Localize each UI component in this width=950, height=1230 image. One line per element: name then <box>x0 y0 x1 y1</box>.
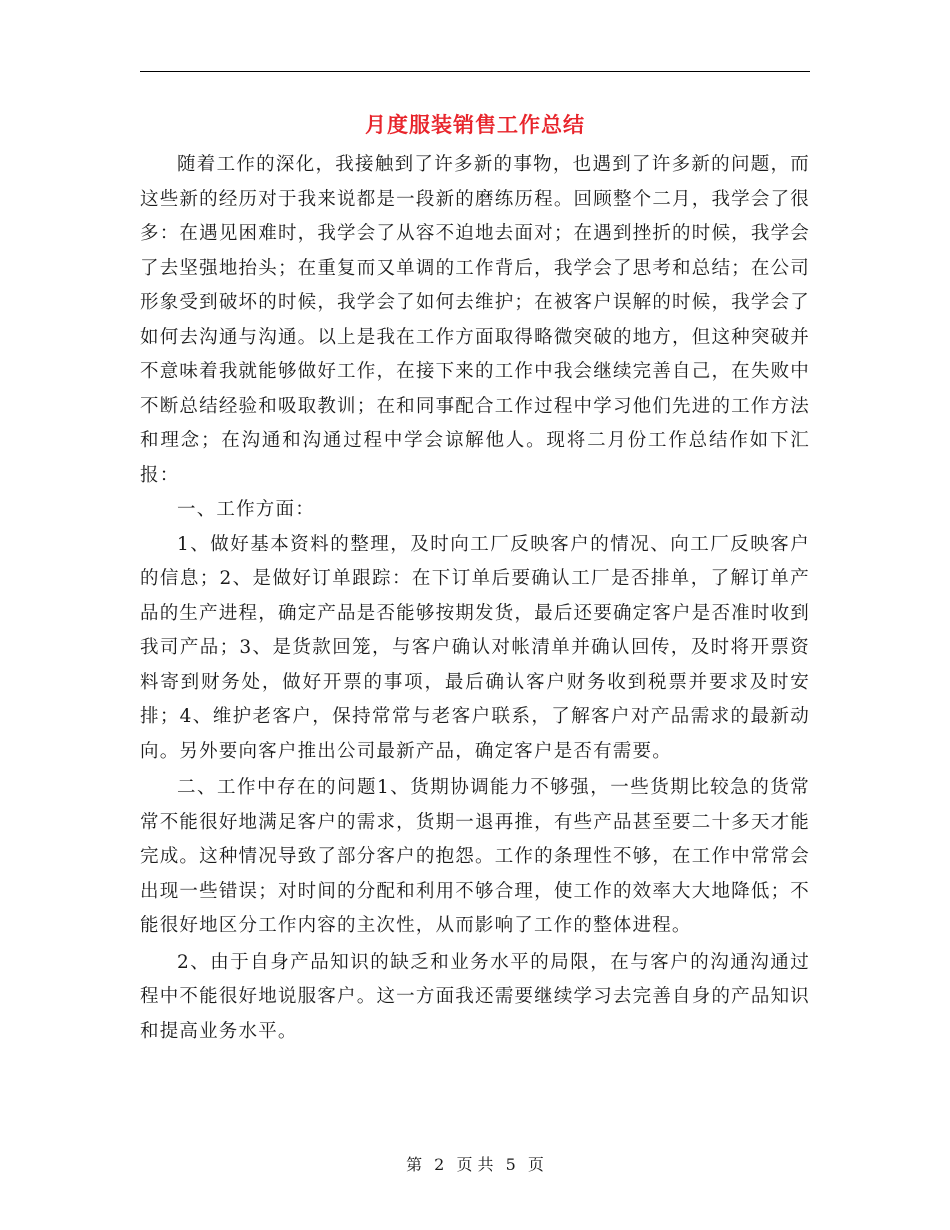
footer-total-pages: 5 <box>505 1155 516 1174</box>
footer-suffix: 页 <box>527 1155 544 1174</box>
page-footer <box>0 1152 950 1175</box>
paragraph-section-heading-1: 一、工作方面： <box>177 499 315 520</box>
footer-prefix: 第 <box>406 1155 423 1174</box>
footer-current-page: 2 <box>434 1155 445 1174</box>
paragraph-problems: 二、工作中存在的问题1、货期协调能力不够强，一些货期比较急的货常常不能很好地满足客户的需求，货期一退再推，有些产品甚至要二十多天才能完成。这种情况导致了部分客户的抱怨。工作的条理性不够，在工作中常常会出现一些错误；对时间的分配和利用不够合理，使工作的效率大大地降低；不能很好地区分工作内容的主次性，从而影响了工作的整体进程。 <box>140 777 810 936</box>
footer-middle: 页 共 <box>456 1155 494 1174</box>
paragraph-intro: 随着工作的深化，我接触到了许多新的事物，也遇到了许多新的问题，而这些新的经历对于我来说都是一段新的磨练历程。回顾整个二月，我学会了很多：在遇见困难时，我学会了从容不迫地去面对；在遇到挫折的时候，我学会了去坚强地抬头；在重复而又单调的工作背后，我学会了思考和总结；在公司形象受到破坏的时候，我学会了如何去维护；在被客户误解的时候，我学会了如何去沟通与沟通。以上是我在工作方面取得略微突破的地方，但这种突破并不意味着我就能够做好工作，在接下来的工作中我会继续完善自己，在失败中不断总结经验和吸取教训；在和同事配合工作过程中学习他们先进的工作方法和理念；在沟通和沟通过程中学会谅解他人。现将二月份工作总结作如下汇报： <box>140 154 810 486</box>
paragraph-knowledge: 2、由于自身产品知识的缺乏和业务水平的局限，在与客户的沟通沟通过程中不能很好地说服客户。这一方面我还需要继续学习去完善自身的产品知识和提高业务水平。 <box>140 951 810 1042</box>
header-rule <box>140 71 810 72</box>
paragraph-work-details: 1、做好基本资料的整理，及时向工厂反映客户的情况、向工厂反映客户的信息；2、是做好订单跟踪：在下订单后要确认工厂是否排单，了解订单产品的生产进程，确定产品是否能够按期发货，最后还要确定客户是否准时收到我司产品；3、是货款回笼，与客户确认对帐清单并确认回传，及时将开票资料寄到财务处，做好开票的事项，最后确认客户财务收到税票并要求及时安排；4、维护老客户，保持常常与老客户联系，了解客户对产品需求的最新动向。另外要向客户推出公司最新产品，确定客户是否有需要。 <box>140 533 810 762</box>
document-body <box>140 148 810 1049</box>
document-title: 月度服装销售工作总结 <box>365 113 585 137</box>
